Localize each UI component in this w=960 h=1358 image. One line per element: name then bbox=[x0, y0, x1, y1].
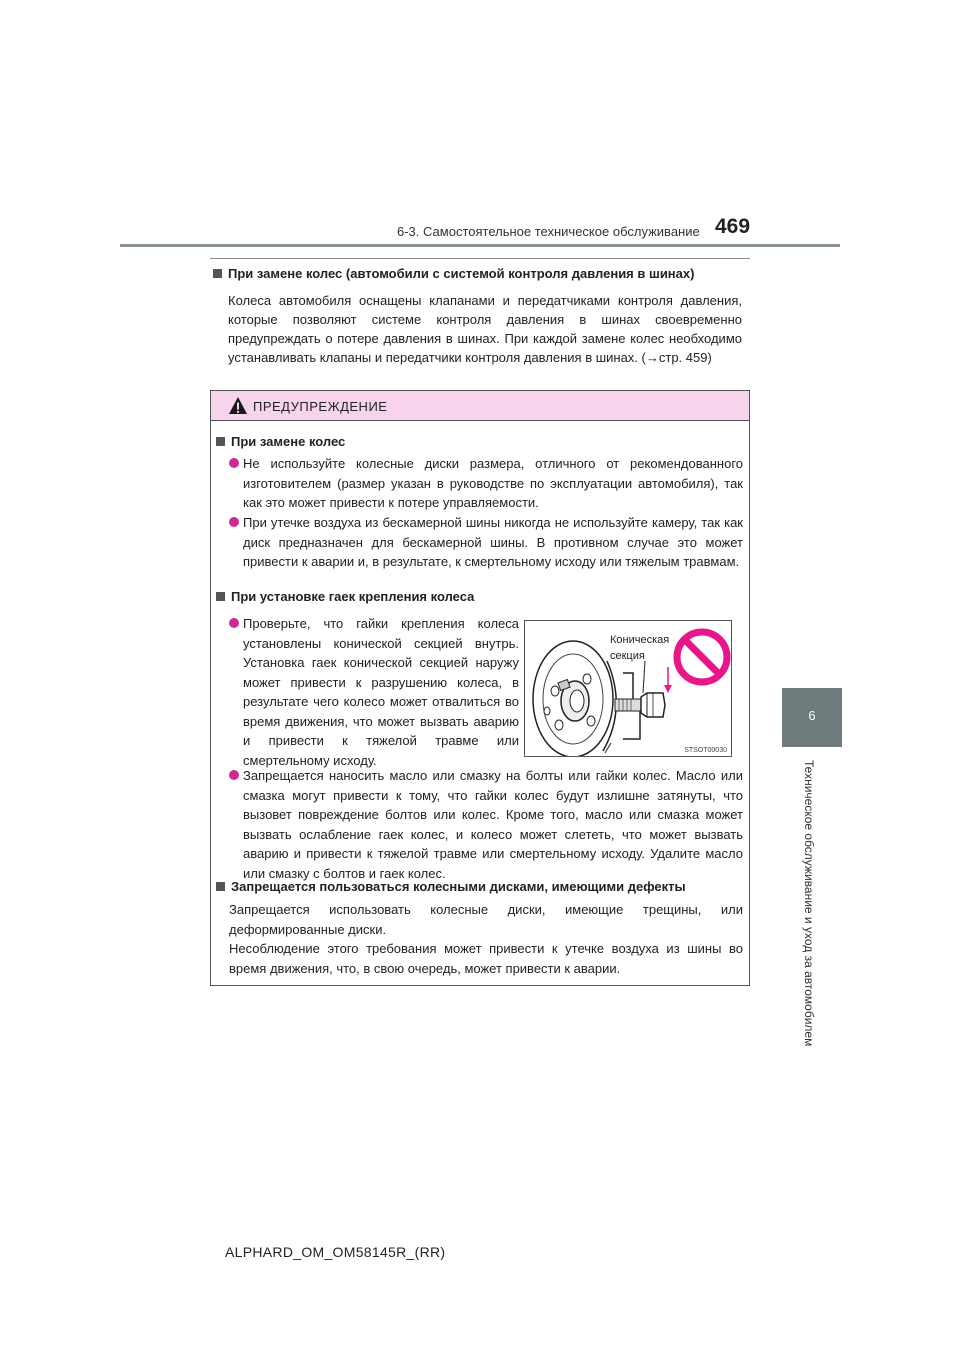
section-heading-wheel-replacement: При замене колес bbox=[216, 434, 345, 449]
circle-bullet-icon bbox=[229, 458, 239, 468]
intro-body: Колеса автомобиля оснащены клапанами и передатчиками контроля давления, которые позволяют системе контроля давления в шинах своевременно предупреждать о потере давления в шинах. При каждой замене колес необходимо устанавливать клапаны и передатчики контроля давления в шинах. (→стр. 459) bbox=[228, 293, 742, 365]
paragraph: Запрещается использовать колесные диски, имеющие трещины, или деформированные диски. bbox=[229, 902, 743, 937]
warning-triangle-icon bbox=[228, 396, 248, 416]
header-divider bbox=[120, 244, 840, 247]
square-bullet-icon bbox=[213, 269, 222, 278]
warning-box bbox=[210, 390, 750, 986]
circle-bullet-icon bbox=[229, 517, 239, 527]
chapter-number: 6 bbox=[808, 708, 816, 723]
circle-bullet-icon bbox=[229, 770, 239, 780]
square-bullet-icon bbox=[216, 882, 225, 891]
header-section-title: 6-3. Самостоятельное техническое обслуживание bbox=[397, 224, 700, 239]
figure-code: STSOT00030 bbox=[684, 747, 727, 754]
section-heading-lug-nuts: При установке гаек крепления колеса bbox=[216, 589, 474, 604]
list-item: При утечке воздуха из бескамерной шины никогда не используйте камеру, так как диск предназначен для бескамерной шины. В противном случае это может привести к аварии и, в результате, к смертельному исходу или тяжелым травмам. bbox=[229, 513, 743, 572]
warning-header bbox=[211, 391, 749, 421]
footer-doc-code: ALPHARD_OM_OM58145R_(RR) bbox=[225, 1244, 446, 1260]
figure-label: Коническая секция bbox=[610, 634, 670, 662]
page-number: 469 bbox=[715, 215, 751, 238]
square-bullet-icon bbox=[216, 437, 225, 446]
chapter-tab[interactable] bbox=[782, 688, 842, 747]
chapter-title-vertical: Техническое обслуживание и уход за автомобилем bbox=[802, 760, 816, 1047]
list-item: Запрещается наносить масло или смазку на болты или гайки колес. Масло или смазка могут привести к тому, что гайки колес будут излишне затянуты, что вызовет повреждение болтов или колес. Кроме того, масло или смазка может вызвать ослабление гаек колес, и колесо может слететь, что может вызвать аварию и привести к тяжелой травме или смертельному исходу. Удалите масло или смазку с болтов и гаек колес. bbox=[229, 766, 743, 883]
intro-heading-text: При замене колес (автомобили с системой контроля давления в шинах) bbox=[228, 266, 695, 281]
lug-nut-figure bbox=[524, 620, 732, 757]
list-item: Не используйте колесные диски размера, отличного от рекомендованного изготовителем (размер указан в руководстве по эксплуатации автомобиля), так как это может привести к потере управляемости. bbox=[229, 454, 743, 513]
paragraph: Несоблюдение этого требования может привести к утечке воздуха из шины во время движения, что, в свою очередь, может привести к аварии. bbox=[229, 941, 743, 976]
intro-divider bbox=[210, 258, 750, 259]
square-bullet-icon bbox=[216, 592, 225, 601]
section-heading-defective-wheels: Запрещается пользоваться колесными дисками, имеющими дефекты bbox=[216, 879, 686, 894]
warning-title: ПРЕДУПРЕЖДЕНИЕ bbox=[253, 399, 388, 414]
intro-heading bbox=[213, 266, 753, 281]
list-item: Проверьте, что гайки крепления колеса установлены конической секцией внутрь. Установка гаек конической секцией наружу может привести к разрушению колеса, в результате чего колесо может отвалиться во время движения, что может вызвать аварию и привести к тяжелой травме или смертельному исходу. bbox=[229, 614, 519, 770]
circle-bullet-icon bbox=[229, 618, 239, 628]
